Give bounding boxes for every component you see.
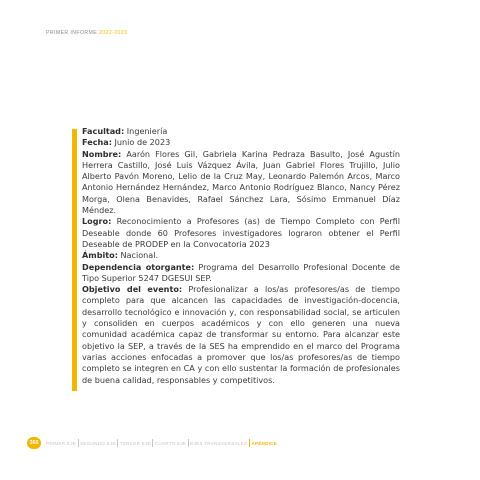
section-divider <box>188 439 189 447</box>
dependencia-label: Dependencia otorgante: <box>82 261 195 272</box>
facultad-value: Ingeniería <box>126 126 168 136</box>
fecha-label: Fecha: <box>82 137 112 148</box>
nombre-value: Aarón Flores Gil, Gabriela Karina Pedraza Basulto, José Agustín Herrera Castillo, José Luis Vázquez Ávila, Juan Gabriel Flores Trujillo, Julio Alberto Pavón Moreno, Lelio de la Cruz May, Leonardo Palemón Arcos, Marco Antonio Hernández Hernández, Marco Antonio Rodríguez Blanco, Nancy Pérez Morga, Olena Benavides, Rafael Sánchez Lara, Sósimo Emmanuel Díaz Méndez. <box>82 148 400 216</box>
entry-text <box>82 126 400 386</box>
report-year: 2022-2023 <box>98 30 128 36</box>
section-tab-apendice[interactable]: APÉNDICE <box>251 440 278 446</box>
fecha-value: Junio de 2023 <box>114 137 171 148</box>
facultad-line <box>82 126 400 137</box>
logro-label: Logro: <box>82 216 112 227</box>
dependencia-line <box>82 262 400 285</box>
section-divider <box>78 439 79 447</box>
page-number: 366 <box>27 437 41 449</box>
award-entry <box>82 126 400 402</box>
accent-bar <box>72 129 77 391</box>
objetivo-value: Profesionalizar a los/as profesores/as de tiempo completo para que alcancen las capacidades de investigación-docencia, desarrollo tecnológico e innovación y, con responsabilidad social, se articulen y consoliden en cuerpos académicos y con ello generen una nueva comunidad académica capaz de transformar su entorno. Para alcanzar este objetivo la SEP, a través de la SES ha emprendido en el marco del Programa varias acciones enfocadas a promover que los/as profesores/as de tiempo completo se integren en CA y con ello sustentar la formación de profesionales de buena calidad, responsables y competitivos. <box>82 284 400 385</box>
logro-value: Reconocimiento a Profesores (as) de Tiempo Completo con Perfil Deseable donde 60 Profesores investigadores lograron obtener el Perfil Deseable de PRODEP en la Convocatoria 2023 <box>82 216 400 249</box>
section-divider <box>152 439 153 447</box>
section-divider <box>249 439 250 447</box>
footer-nav <box>27 437 467 449</box>
section-tab-ejes-transversales[interactable]: EJES TRANSVERSALES <box>190 440 248 446</box>
section-tab-segundo-eje[interactable]: SEGUNDO EJE <box>80 440 116 446</box>
section-tab-cuarto-eje[interactable]: CUARTO EJE <box>154 440 187 446</box>
nombre-label: Nombre: <box>82 148 122 159</box>
section-tab-tercer-eje[interactable]: TERCER EJE <box>119 440 151 446</box>
logro-line <box>82 216 400 250</box>
running-header <box>46 30 127 36</box>
facultad-label: Facultad: <box>82 126 125 136</box>
report-title: PRIMER INFORME <box>46 30 98 36</box>
ambito-line <box>82 250 400 261</box>
section-tabs <box>46 437 277 449</box>
objetivo-line <box>82 284 400 386</box>
fecha-line <box>82 137 400 148</box>
section-tab-primer-eje[interactable]: PRIMER EJE <box>46 440 77 446</box>
ambito-value: Nacional. <box>120 250 159 261</box>
objetivo-label: Objetivo del evento: <box>82 284 183 295</box>
dependencia-value: Programa del Desarrollo Profesional Docente de Tipo Superior 5247 DGESUI SEP. <box>82 261 401 283</box>
ambito-label: Ámbito: <box>82 250 118 261</box>
nombre-line <box>82 149 400 217</box>
section-divider <box>117 439 118 447</box>
